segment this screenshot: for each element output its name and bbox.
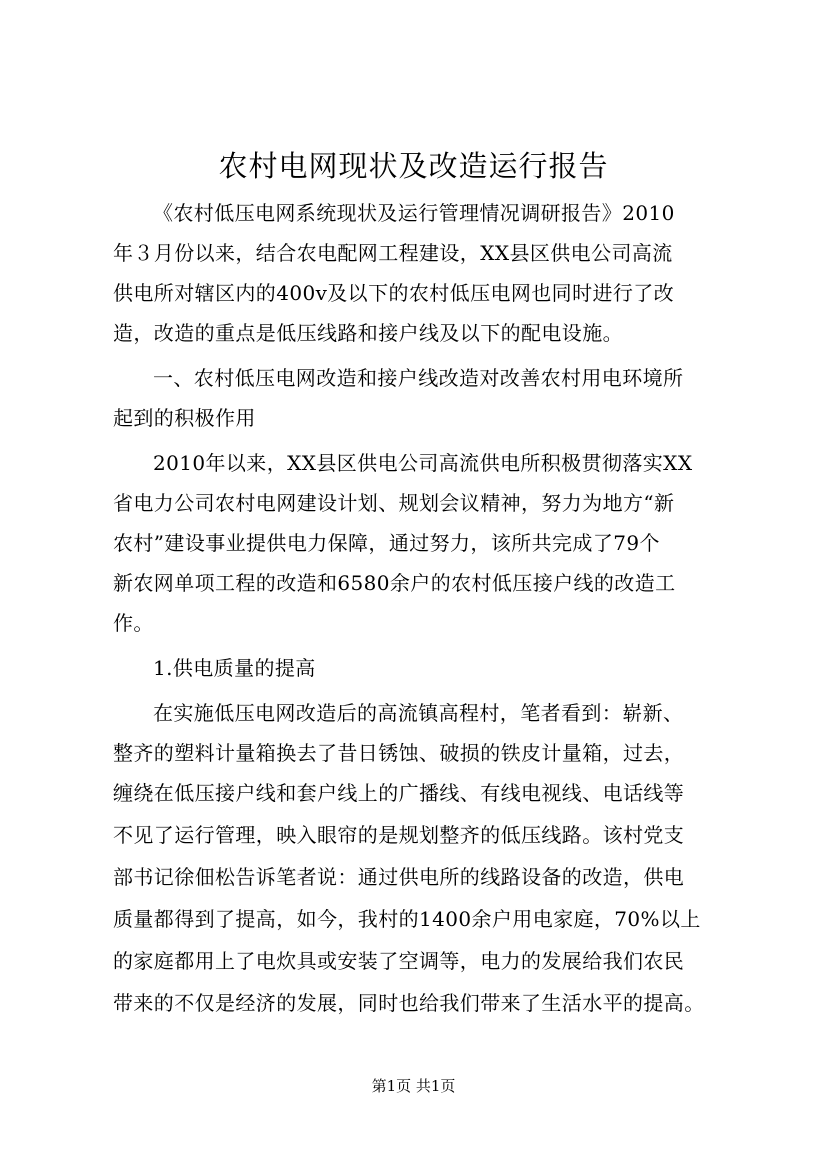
paragraph-line: 在实施低压电网改造后的高流镇高程村，笔者看到：崭新、 bbox=[153, 701, 684, 725]
page-footer: 第1页 共1页 bbox=[371, 1077, 456, 1095]
paragraph-line: 新农网单项工程的改造和6580余户的农村低压接户线的改造工 bbox=[113, 571, 676, 595]
paragraph-line: 部书记徐佃松告诉笔者说：通过供电所的线路设备的改造，供电 bbox=[113, 865, 685, 889]
paragraph-line: 不见了运行管理，映入眼帘的是规划整齐的低压线路。该村党支 bbox=[113, 823, 685, 847]
subsection-heading-line: 1.供电质量的提高 bbox=[153, 656, 316, 680]
paragraph-line: 质量都得到了提高，如今，我村的1400余户用电家庭，70%以上 bbox=[113, 907, 701, 931]
paragraph-line: 造，改造的重点是低压线路和接户线及以下的配电设施。 bbox=[113, 321, 623, 345]
paragraph-line: 缠绕在低压接户线和套户线上的广播线、有线电视线、电话线等 bbox=[113, 781, 685, 805]
document-title: 农村电网现状及改造运行报告 bbox=[218, 149, 609, 183]
paragraph-line: 2010年以来，XX县区供电公司高流供电所积极贯彻落实XX bbox=[153, 451, 693, 475]
paragraph-line: 带来的不仅是经济的发展，同时也给我们带来了生活水平的提高。 bbox=[113, 991, 705, 1015]
paragraph-line: 《农村低压电网系统现状及运行管理情况调研报告》2010 bbox=[153, 201, 675, 225]
paragraph-line: 农村”建设事业提供电力保障，通过努力，该所共完成了79个 bbox=[113, 531, 660, 555]
paragraph-line: 整齐的塑料计量箱换去了昔日锈蚀、破损的铁皮计量箱，过去， bbox=[113, 741, 685, 765]
paragraph-line: 省电力公司农村电网建设计划、规划会议精神，努力为地方“新 bbox=[113, 491, 675, 515]
paragraph-line: 的家庭都用上了电炊具或安装了空调等，电力的发展给我们农民 bbox=[113, 949, 685, 973]
paragraph-line: 供电所对辖区内的400v及以下的农村低压电网也同时进行了改 bbox=[113, 281, 675, 305]
paragraph-line: 作。 bbox=[113, 611, 154, 635]
paragraph-line: 年３月份以来，结合农电配网工程建设，XX县区供电公司高流 bbox=[113, 241, 673, 265]
section-heading-line: 起到的积极作用 bbox=[113, 406, 256, 430]
section-heading-line: 一、农村低压电网改造和接户线改造对改善农村用电环境所 bbox=[153, 366, 684, 390]
